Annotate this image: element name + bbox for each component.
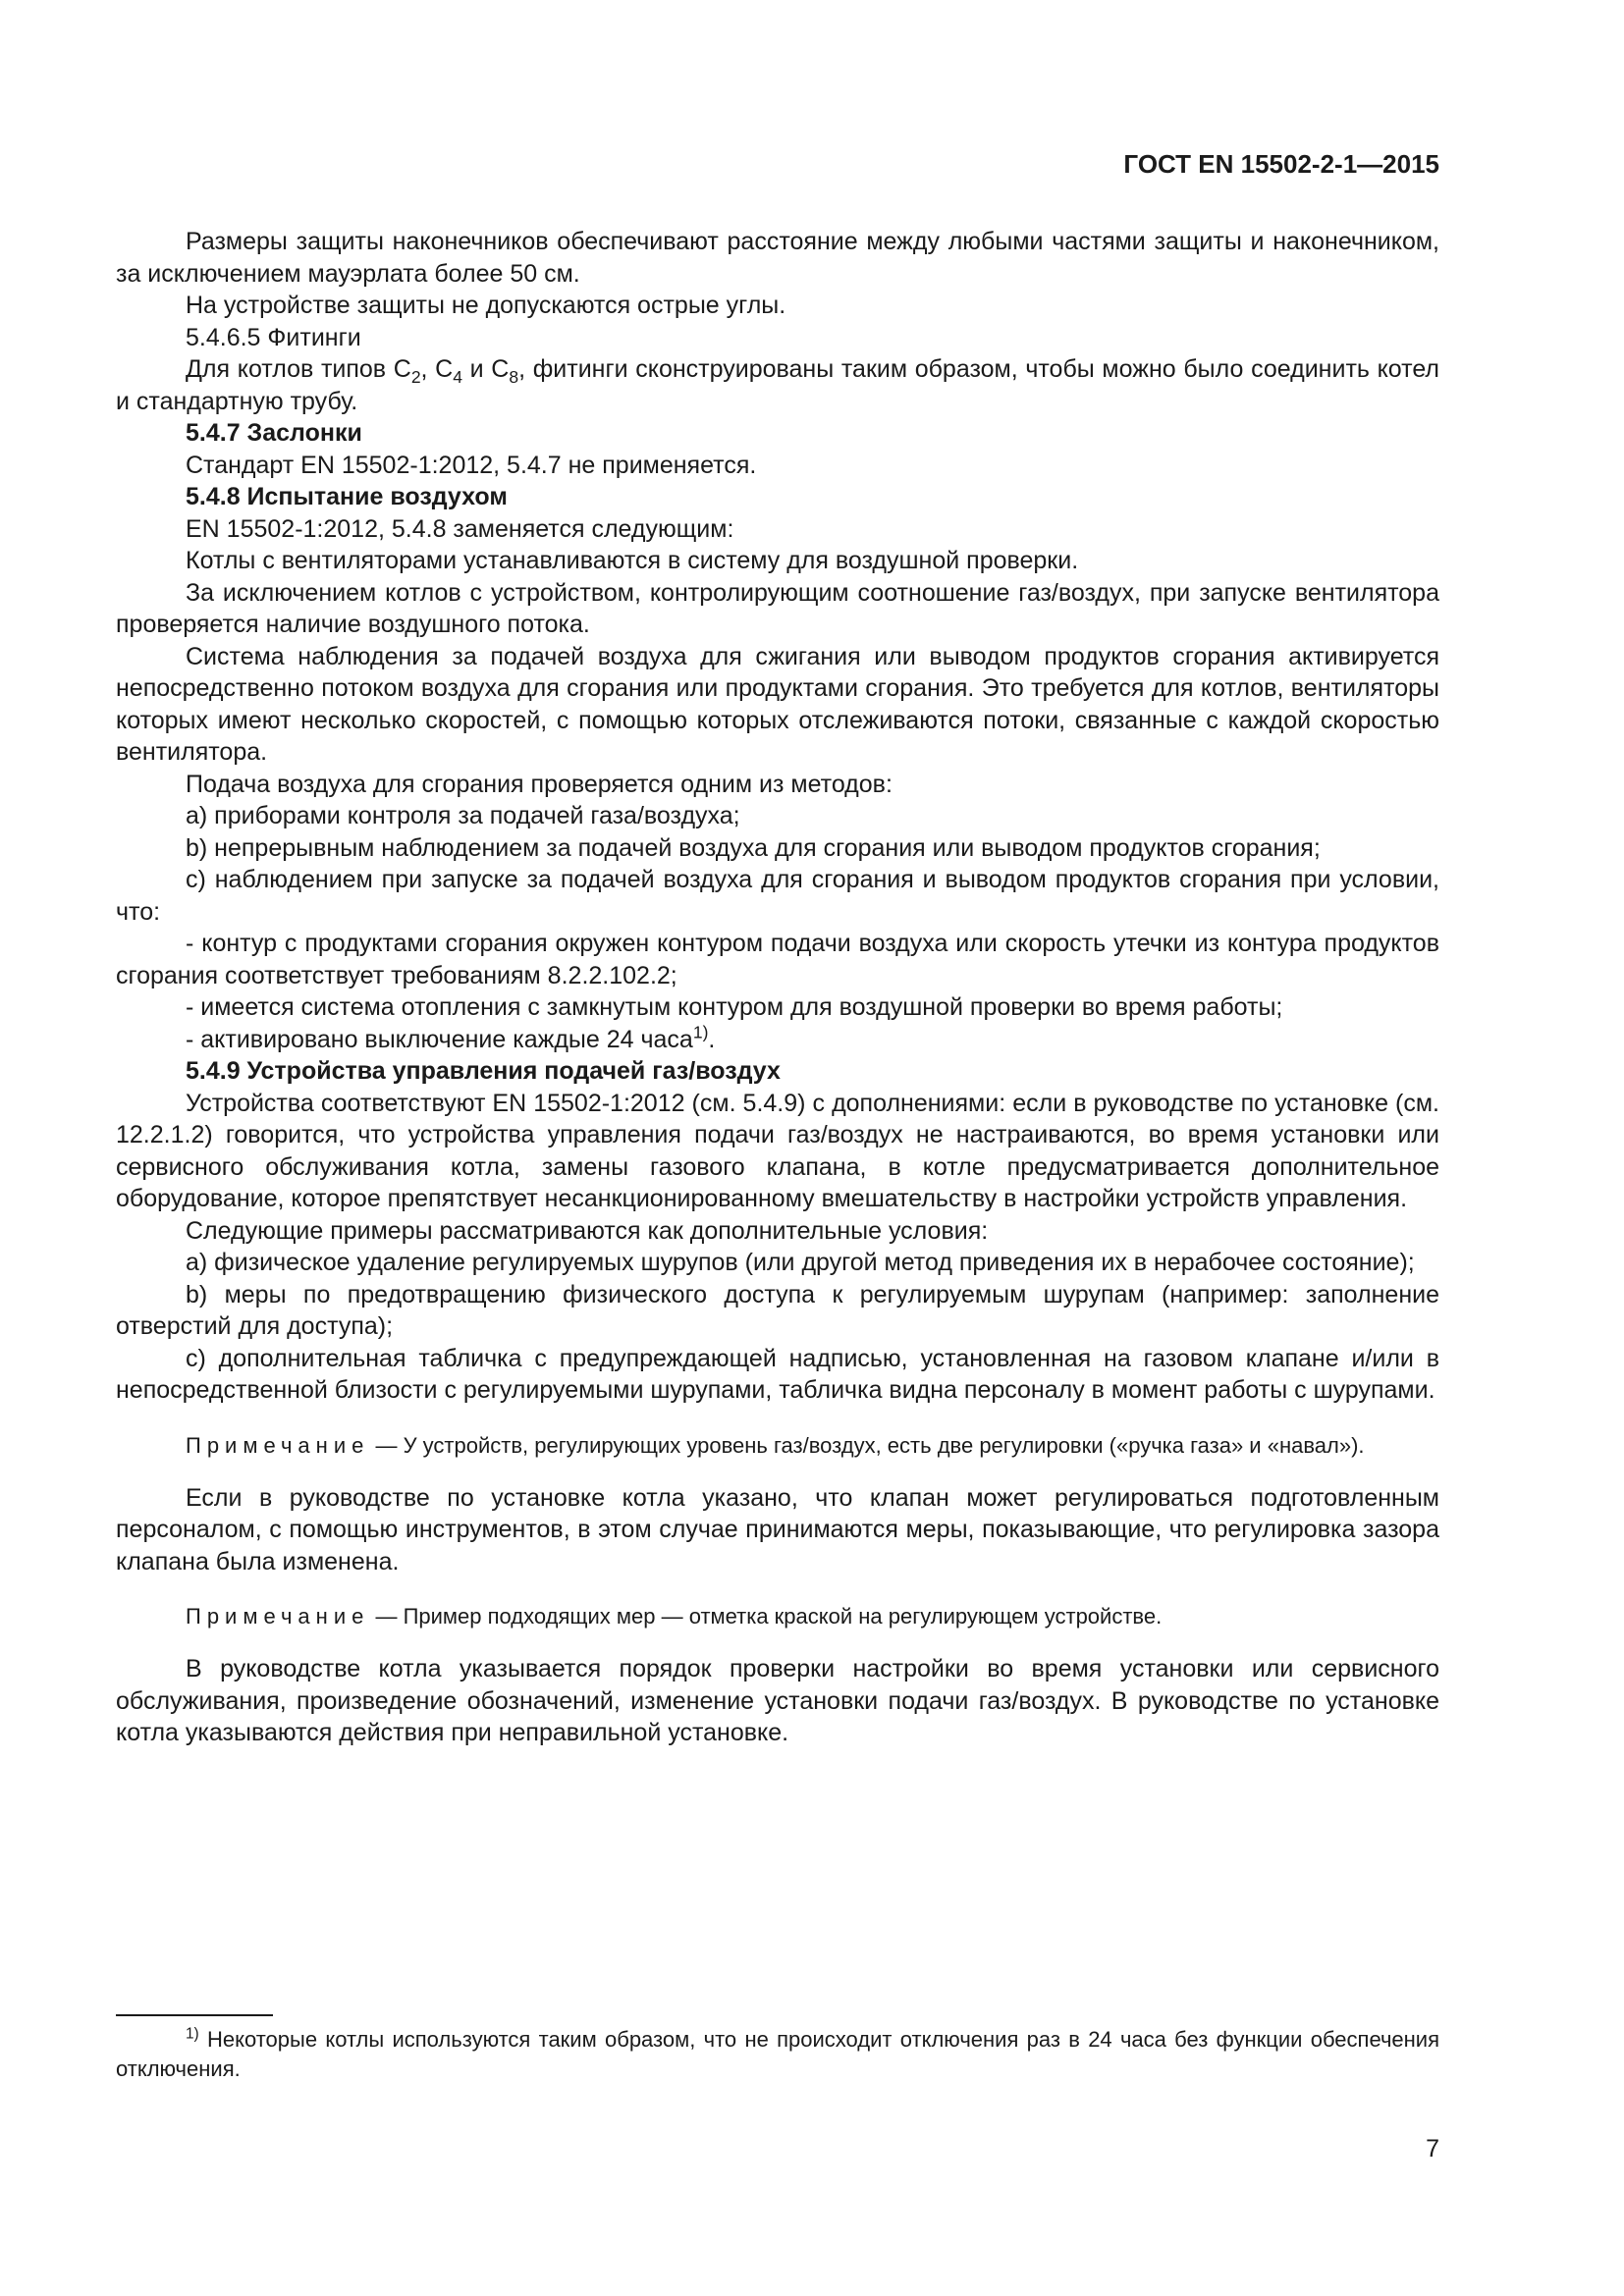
paragraph: На устройстве защиты не допускаются острые углы. xyxy=(186,292,786,319)
section-heading-5-4-9: 5.4.9 Устройства управления подачей газ/воздух xyxy=(186,1057,781,1085)
footnote-ref: 1) xyxy=(692,1022,709,1042)
footnote-mark: 1) xyxy=(186,2025,199,2043)
paragraph: Стандарт EN 15502-1:2012, 5.4.7 не применяется. xyxy=(186,451,757,479)
list-item: b) меры по предотвращению физического доступа к регулируемым шурупам (например: заполнение отверстий для доступа); xyxy=(116,1280,1439,1340)
dash-item: - имеется система отопления с замкнутым контуром для воздушной проверки во время работы; xyxy=(186,993,1283,1021)
note: Примечание — У устройств, регулирующих уровень газ/воздух, есть две регулировки («ручка газа» и «навал»). xyxy=(186,1432,1365,1458)
section-heading-5-4-7: 5.4.7 Заслонки xyxy=(186,419,362,447)
paragraph: В руководстве котла указывается порядок проверки настройки во время установки или сервисного обслуживания, произведение обозначений, изменение установки подачи газ/воздух. В руководстве по установке котла указываются действия при неправильной установке. xyxy=(116,1655,1439,1746)
footnote-separator xyxy=(116,2014,273,2016)
note-label: Примечание xyxy=(186,1432,370,1458)
list-item: c) наблюдением при запуске за подачей воздуха для сгорания и выводом продуктов сгорания при условии, что: xyxy=(116,866,1439,926)
section-heading-5-4-8: 5.4.8 Испытание воздухом xyxy=(186,483,508,510)
list-item: c) дополнительная табличка с предупреждающей надписью, установленная на газовом клапане и/или в непосредственной близости с регулируемыми шурупами, табличка видна персоналу в момент работы с шурупами. xyxy=(116,1344,1439,1404)
list-item: a) физическое удаление регулируемых шурупов (или другой метод приведения их в нерабочее состояние); xyxy=(186,1249,1415,1276)
page-number: 7 xyxy=(1426,2135,1439,2163)
paragraph: Котлы с вентиляторами устанавливаются в систему для воздушной проверки. xyxy=(186,547,1079,574)
paragraph: Подача воздуха для сгорания проверяется одним из методов: xyxy=(186,770,893,798)
paragraph: Устройства соответствуют EN 15502-1:2012 (см. 5.4.9) с дополнениями: если в руководстве по установке (см. 12.2.1.2) говорится, что устройства управления подачи газ/воздух не настраиваются, во время установки или сервисного обслуживания котла, замены газового клапана, в котле предусматривается дополнительное оборудование, которое препятствует несанкционированному вмешательству в настройки устройств управления. xyxy=(116,1089,1439,1212)
dash-item: - активировано выключение каждые 24 часа$^{1)}$. xyxy=(186,1022,716,1053)
paragraph: Размеры защиты наконечников обеспечивают расстояние между любыми частями защиты и наконечником, за исключением мауэрлата более 50 см. xyxy=(116,228,1439,288)
note: Примечание — Пример подходящих мер — отметка краской на регулирующем устройстве. xyxy=(186,1604,1163,1629)
paragraph: Если в руководстве по установке котла указано, что клапан может регулироваться подготовленным персоналом, с помощью инструментов, в этом случае принимаются меры, показывающие, что регулировка зазора клапана была изменена. xyxy=(116,1483,1439,1575)
paragraph: Система наблюдения за подачей воздуха для сжигания или выводом продуктов сгорания активируется непосредственно потоком воздуха для сгорания или продуктами сгорания. Это требуется для котлов, вентиляторы которых имеют несколько скоростей, с помощью которых отслеживаются потоки, связанные с каждой скоростью вентилятора. xyxy=(116,642,1439,766)
list-item: b) непрерывным наблюдением за подачей воздуха для сгорания или выводом продуктов сгорания; xyxy=(186,833,1321,862)
subsection-title: 5.4.6.5 Фитинги xyxy=(186,323,361,351)
paragraph: За исключением котлов с устройством, контролирующим соотношение газ/воздух, при запуске вентилятора проверяется наличие воздушного потока. xyxy=(116,578,1439,638)
document-header: ГОСТ EN 15502-2-1—2015 xyxy=(1123,149,1439,179)
main-text xyxy=(116,226,1439,1749)
list-item: a) приборами контроля за подачей газа/воздуха; xyxy=(186,802,740,829)
paragraph: Для котлов типов $C_2$, $C_4$ и $C_8$, фитинги сконструированы таким образом, чтобы можно было соединить котел и стандартную трубу. xyxy=(116,355,1439,415)
note-label: Примечание xyxy=(186,1604,370,1629)
footnote: $^{1)}$ Некоторые котлы используются таким образом, что не происходит отключения раз в 24 часа без функции обеспечения отключения. xyxy=(116,2025,1439,2081)
paragraph: EN 15502-1:2012, 5.4.8 заменяется следующим: xyxy=(186,514,734,543)
dash-item: - контур с продуктами сгорания окружен контуром подачи воздуха или скорость утечки из контура продуктов сгорания соответствует требованиям 8.2.2.102.2; xyxy=(116,930,1439,989)
paragraph: Следующие примеры рассматриваются как дополнительные условия: xyxy=(186,1216,989,1245)
